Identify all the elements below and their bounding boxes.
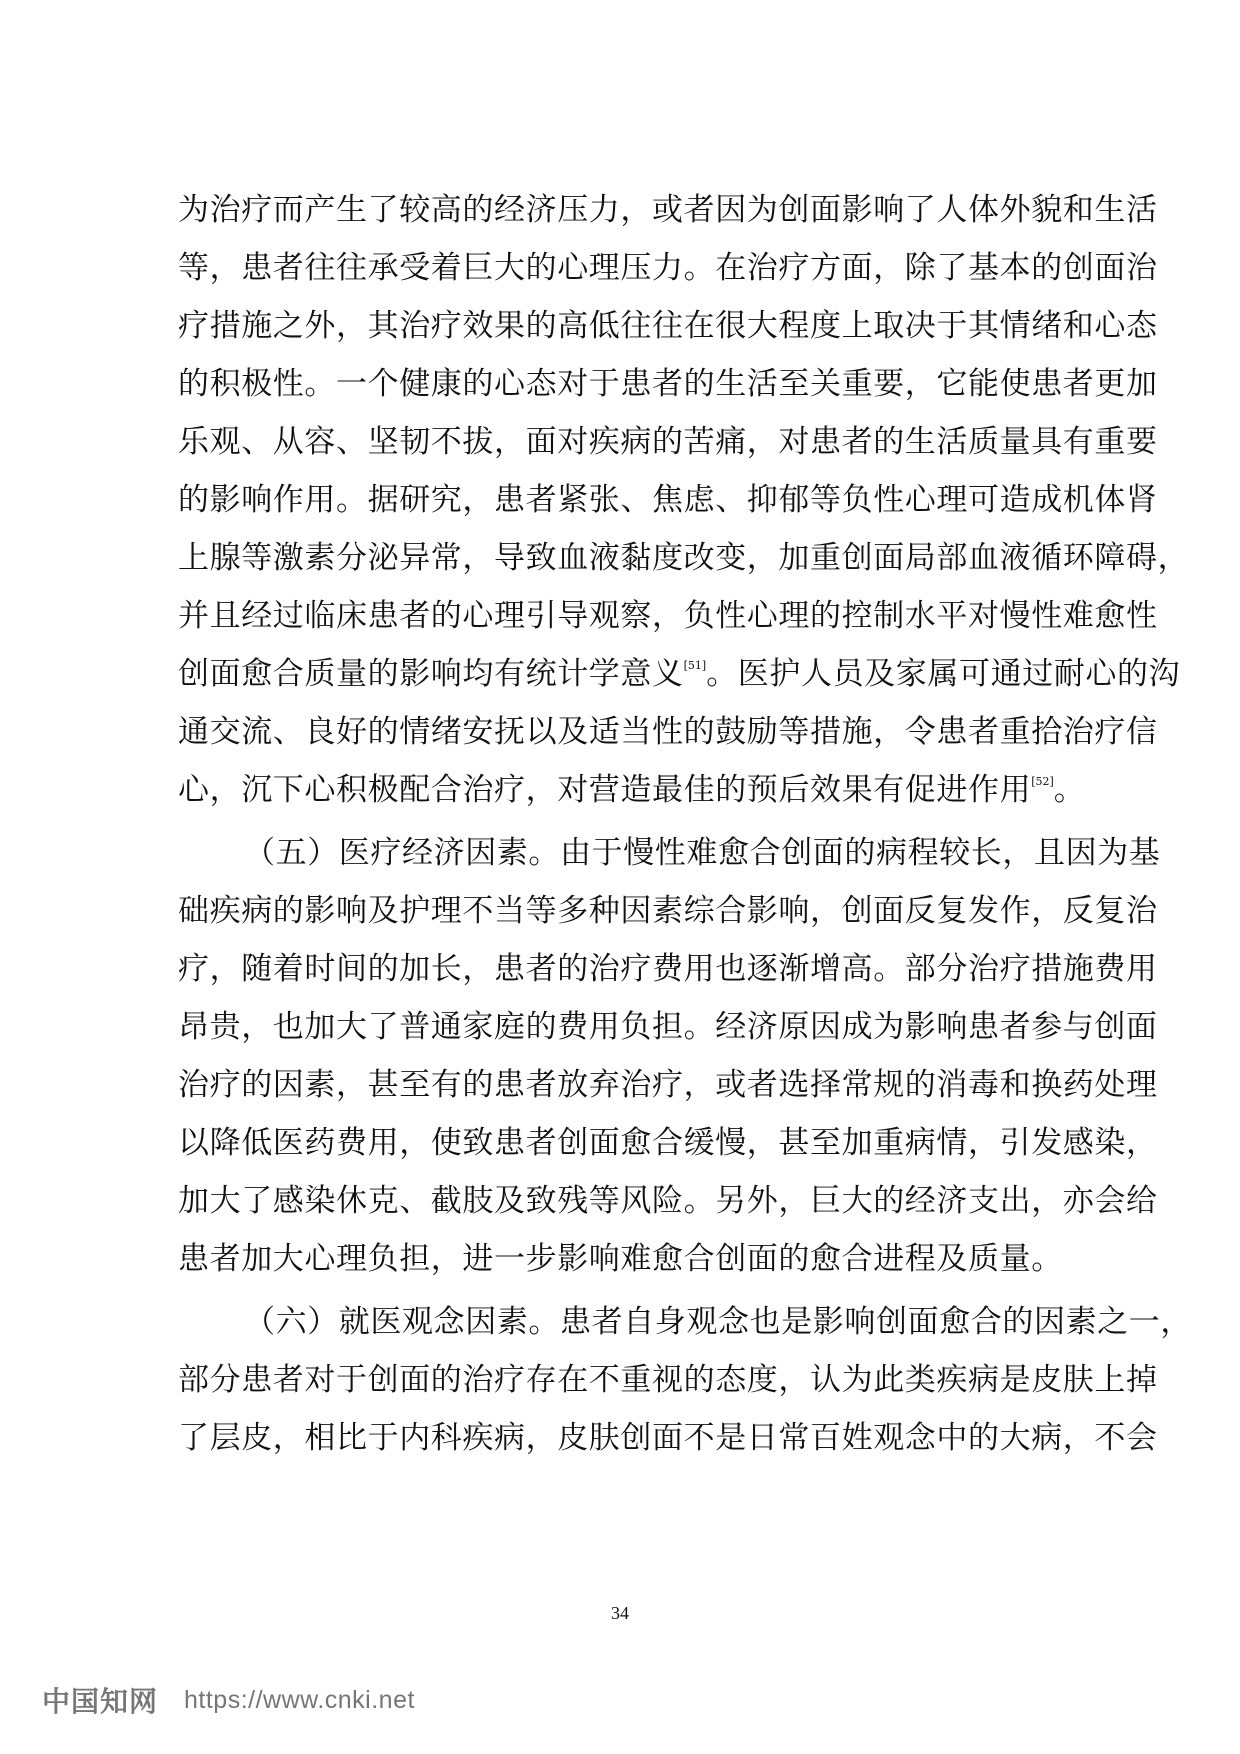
watermark-footer xyxy=(42,1680,415,1720)
text-line-with-citation xyxy=(178,765,1088,815)
text-segment: 创面愈合质量的影响均有统计学意义 xyxy=(178,656,684,692)
paragraph-start-medical-economic: （五）医疗经济因素。由于慢性难愈合创面的病程较长，且因为基 xyxy=(244,835,1161,871)
text-line: 上腺等激素分泌异常，导致血液黏度改变，加重创面局部血液循环障碍， xyxy=(178,540,1190,576)
text-segment: 心，沉下心积极配合治疗，对营造最佳的预后效果有促进作用 xyxy=(178,772,1032,808)
text-line: 治疗的因素，甚至有的患者放弃治疗，或者选择常规的消毒和换药处理 xyxy=(178,1067,1158,1103)
text-line: 疗措施之外，其治疗效果的高低往往在很大程度上取决于其情绪和心态 xyxy=(178,308,1158,344)
footer-url: https://www.cnki.net xyxy=(184,1685,415,1714)
text-line: 昂贵，也加大了普通家庭的费用负担。经济原因成为影响患者参与创面 xyxy=(178,1009,1158,1045)
text-line: 部分患者对于创面的治疗存在不重视的态度，认为此类疾病是皮肤上掉 xyxy=(178,1362,1158,1398)
text-line: 以降低医药费用，使致患者创面愈合缓慢，甚至加重病情，引发感染， xyxy=(178,1125,1158,1161)
text-line: 疗，随着时间的加长，患者的治疗费用也逐渐增高。部分治疗措施费用 xyxy=(178,951,1158,987)
paragraph-start-medical-concept: （六）就医观念因素。患者自身观念也是影响创面愈合的因素之一， xyxy=(244,1304,1192,1340)
text-segment: 。 xyxy=(1053,772,1086,808)
text-line: 乐观、从容、坚韧不拔，面对疾病的苦痛，对患者的生活质量具有重要 xyxy=(178,424,1158,460)
cnki-logo: 中国知网 xyxy=(42,1685,159,1718)
text-line: 为治疗而产生了较高的经济压力，或者因为创面影响了人体外貌和生活 xyxy=(178,192,1158,228)
text-line: 础疾病的影响及护理不当等多种因素综合影响，创面反复发作，反复治 xyxy=(178,893,1158,929)
citation-51: [51] xyxy=(683,659,707,672)
text-line: 的影响作用。据研究，患者紧张、焦虑、抑郁等负性心理可造成机体肾 xyxy=(178,482,1158,518)
text-segment: 。医护人员及家属可通过耐心的沟 xyxy=(706,656,1181,692)
text-line: 并且经过临床患者的心理引导观察，负性心理的控制水平对慢性难愈性 xyxy=(178,598,1158,634)
citation-52: [52] xyxy=(1031,775,1054,788)
text-line: 等，患者往往承受着巨大的心理压力。在治疗方面，除了基本的创面治 xyxy=(178,250,1158,286)
text-line: 的积极性。一个健康的心态对于患者的生活至关重要，它能使患者更加 xyxy=(178,366,1158,402)
text-line: 通交流、良好的情绪安抚以及适当性的鼓励等措施，令患者重拾治疗信 xyxy=(178,714,1158,750)
text-line-with-citation xyxy=(178,649,1181,699)
text-line: 患者加大心理负担，进一步影响难愈合创面的愈合进程及质量。 xyxy=(178,1241,1063,1277)
page-number: 34 xyxy=(611,1603,629,1623)
text-line: 了层皮，相比于内科疾病，皮肤创面不是日常百姓观念中的大病，不会 xyxy=(178,1420,1158,1456)
text-line: 加大了感染休克、截肢及致残等风险。另外，巨大的经济支出，亦会给 xyxy=(178,1183,1158,1219)
